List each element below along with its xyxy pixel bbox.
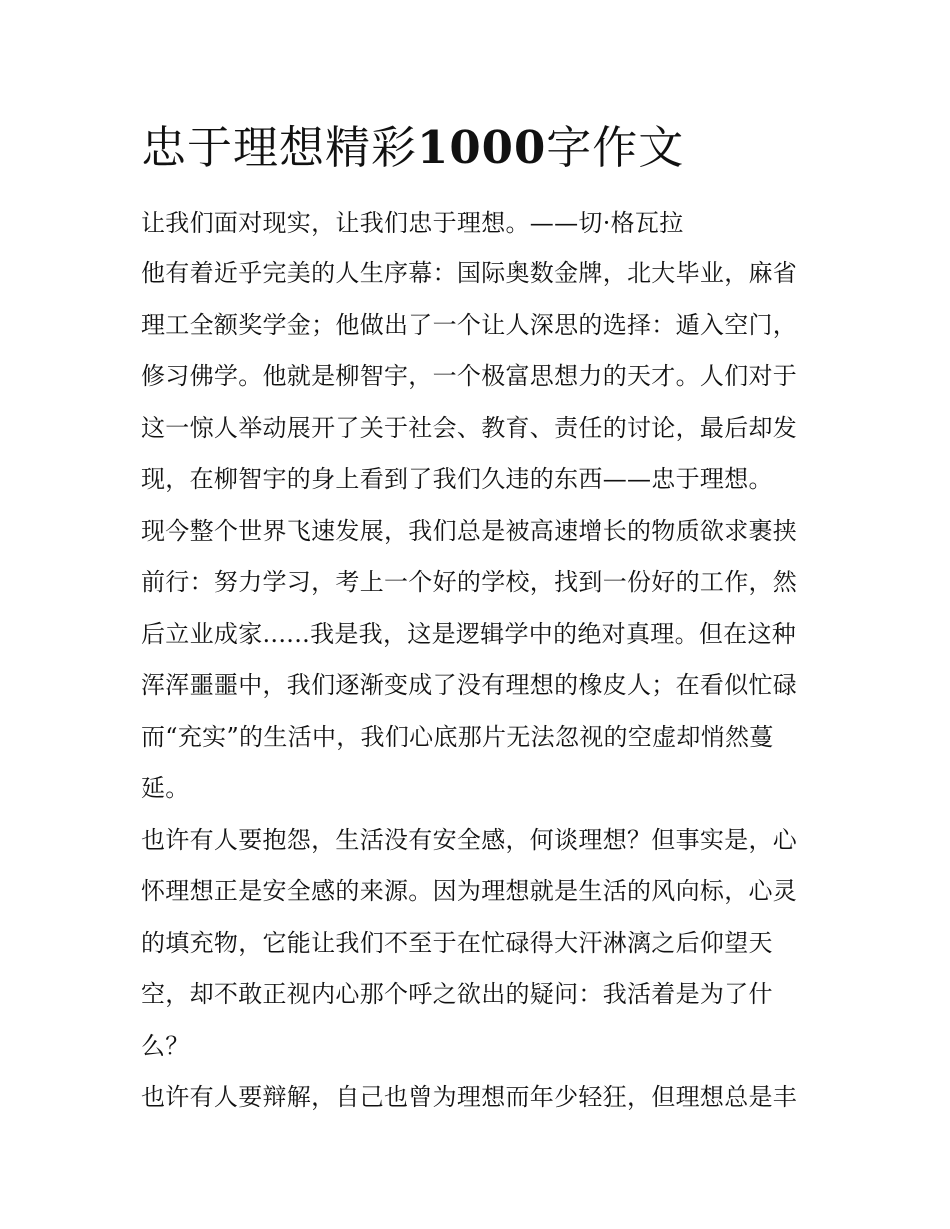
paragraph-line: 浑浑噩噩中，我们逐渐变成了没有理想的橡皮人；在看似忙碌 bbox=[141, 671, 798, 699]
paragraph-line: 空，却不敢正视内心那个呼之欲出的疑问：我活着是为了什 bbox=[141, 980, 773, 1008]
paragraph-line: 现今整个世界飞速发展，我们总是被高速增长的物质欲求裹挟 bbox=[141, 516, 798, 545]
paragraph-line: 他有着近乎完美的人生序幕：国际奥数金牌，北大毕业，麻省 bbox=[141, 259, 798, 287]
paragraph-quote bbox=[141, 202, 813, 244]
paragraph-line: 而“充实”的生活中，我们心底那片无法忽视的空虚却悄然蔓 bbox=[141, 722, 774, 751]
paragraph-line: 现，在柳智宇的身上看到了我们久违的东西——忠于理想。 bbox=[141, 465, 773, 493]
paragraph-line: 让我们面对现实，让我们忠于理想。——切·格瓦拉 bbox=[141, 209, 684, 237]
title-suffix: 字作文 bbox=[546, 121, 685, 174]
title-prefix: 忠于理想精彩 bbox=[141, 121, 418, 174]
paragraph-1 bbox=[141, 248, 813, 506]
document-page bbox=[141, 112, 813, 1124]
paragraph-line: 后立业成家......我是我，这是逻辑学中的绝对真理。但在这种 bbox=[141, 619, 797, 648]
paragraph-4 bbox=[141, 1072, 813, 1124]
document-title bbox=[141, 112, 813, 184]
paragraph-line: 么？ bbox=[141, 1031, 190, 1060]
paragraph-line: 也许有人要抱怨，生活没有安全感，何谈理想？但事实是，心 bbox=[141, 825, 798, 854]
paragraph-3 bbox=[141, 815, 813, 1073]
paragraph-line: 这一惊人举动展开了关于社会、教育、责任的讨论，最后却发 bbox=[141, 413, 798, 442]
paragraph-2 bbox=[141, 506, 813, 815]
paragraph-line: 也许有人要辩解，自己也曾为理想而年少轻狂，但理想总是丰 bbox=[141, 1083, 798, 1111]
document-body bbox=[141, 202, 813, 1124]
title-number: 1000 bbox=[417, 121, 547, 174]
paragraph-line: 的填充物，它能让我们不至于在忙碌得大汗淋漓之后仰望天 bbox=[141, 928, 773, 957]
paragraph-line: 延。 bbox=[141, 774, 190, 802]
paragraph-line: 理工全额奖学金；他做出了一个让人深思的选择：遁入空门， bbox=[141, 310, 798, 339]
paragraph-line: 前行：努力学习，考上一个好的学校，找到一份好的工作，然 bbox=[141, 568, 798, 596]
paragraph-line: 修习佛学。他就是柳智宇，一个极富思想力的天才。人们对于 bbox=[141, 362, 798, 390]
paragraph-line: 怀理想正是安全感的来源。因为理想就是生活的风向标，心灵 bbox=[141, 877, 798, 905]
